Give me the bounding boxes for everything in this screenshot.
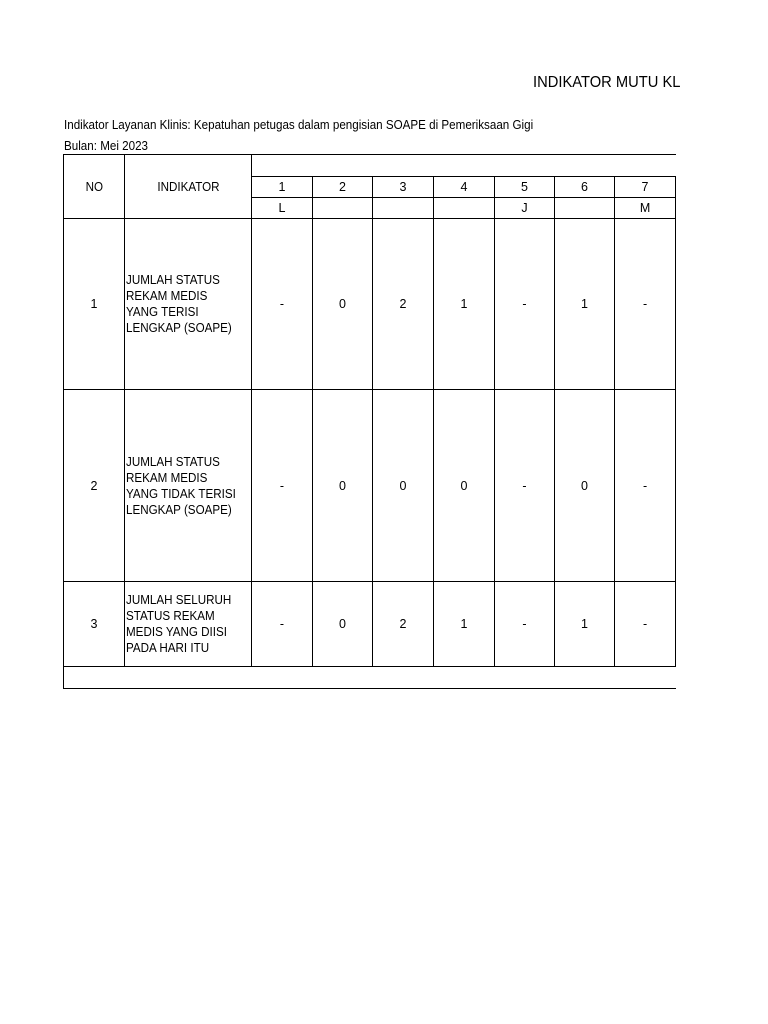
- day-value: 0: [313, 582, 373, 667]
- day-value: -: [615, 390, 676, 582]
- day-value: -: [495, 390, 555, 582]
- day-value: -: [495, 219, 555, 390]
- indicator-name: JUMLAH SELURUH STATUS REKAM MEDIS YANG DIISI PADA HARI ITU: [125, 582, 252, 667]
- day-value: -: [615, 582, 676, 667]
- header-day-6: 6: [555, 177, 615, 198]
- header-day-2: 2: [313, 177, 373, 198]
- header-day-code-1: L: [252, 198, 313, 219]
- day-value: 2: [373, 582, 434, 667]
- row-number: 3: [64, 582, 125, 667]
- day-value: 1: [434, 582, 495, 667]
- table-row: [64, 219, 676, 390]
- day-value: 0: [434, 390, 495, 582]
- indicator-table: [63, 154, 676, 689]
- row-number: 1: [64, 219, 125, 390]
- header-indicator: INDIKATOR: [125, 155, 252, 219]
- table-footer-row: [64, 667, 676, 689]
- header-day-4: 4: [434, 177, 495, 198]
- header-day-5: 5: [495, 177, 555, 198]
- header-top-row: [64, 155, 676, 177]
- indicator-name: JUMLAH STATUS REKAM MEDIS YANG TIDAK TERISI LENGKAP (SOAPE): [125, 390, 252, 582]
- header-day-3: 3: [373, 177, 434, 198]
- header-day-code-5: J: [495, 198, 555, 219]
- day-value: 2: [373, 219, 434, 390]
- indicator-name: JUMLAH STATUS REKAM MEDIS YANG TERISI LENGKAP (SOAPE): [125, 219, 252, 390]
- table-row: [64, 582, 676, 667]
- day-value: 0: [313, 390, 373, 582]
- table-footer-empty: [64, 667, 676, 689]
- day-value: 1: [434, 219, 495, 390]
- day-value: 1: [555, 219, 615, 390]
- day-value: 0: [555, 390, 615, 582]
- day-value: -: [252, 219, 313, 390]
- table-row: [64, 390, 676, 582]
- header-days-span: [252, 155, 676, 177]
- report-month: Bulan: Mei 2023: [64, 139, 149, 153]
- header-day-code-7: M: [615, 198, 676, 219]
- day-value: -: [252, 390, 313, 582]
- day-value: 1: [555, 582, 615, 667]
- header-day-7: 7: [615, 177, 676, 198]
- report-title: INDIKATOR MUTU KL: [533, 74, 681, 91]
- header-no: NO: [64, 155, 125, 219]
- header-day-1: 1: [252, 177, 313, 198]
- header-day-code-3: [373, 198, 434, 219]
- day-value: 0: [373, 390, 434, 582]
- header-day-code-2: [313, 198, 373, 219]
- row-number: 2: [64, 390, 125, 582]
- header-day-code-6: [555, 198, 615, 219]
- indicator-description: Indikator Layanan Klinis: Kepatuhan petugas dalam pengisian SOAPE di Pemeriksaan Gigi: [64, 118, 534, 132]
- header-day-code-4: [434, 198, 495, 219]
- day-value: -: [252, 582, 313, 667]
- day-value: -: [615, 219, 676, 390]
- day-value: 0: [313, 219, 373, 390]
- day-value: -: [495, 582, 555, 667]
